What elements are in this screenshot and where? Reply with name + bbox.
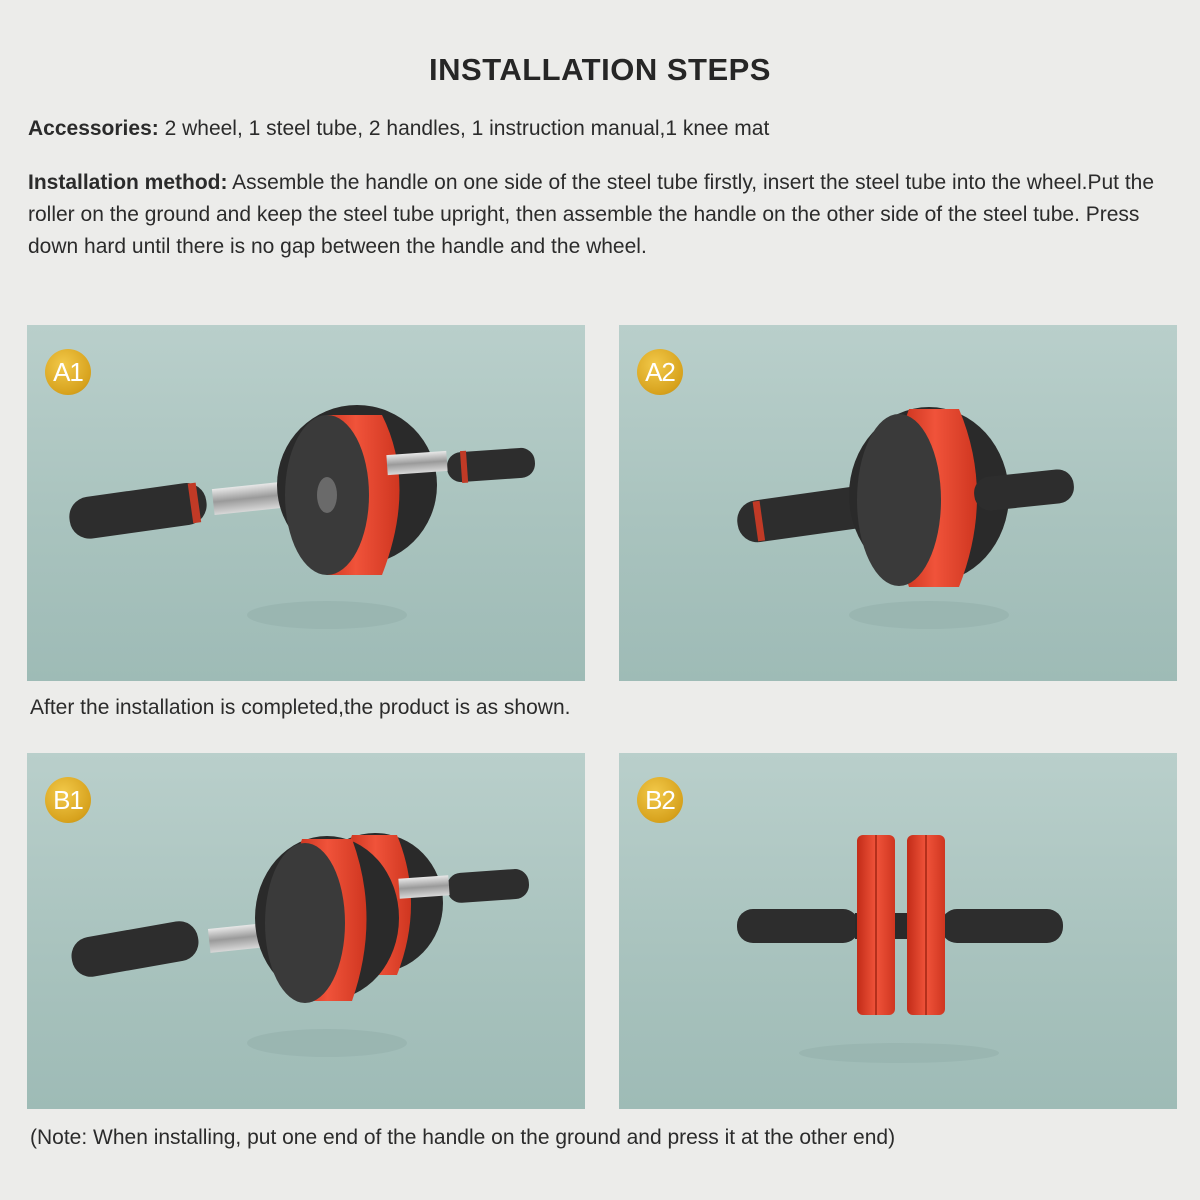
step-badge-b2: B2 [637, 777, 683, 823]
step-badge-a2: A2 [637, 349, 683, 395]
step-badge-a1: A1 [45, 349, 91, 395]
accessories-text: 2 wheel, 1 steel tube, 2 handles, 1 instruction manual,1 knee mat [158, 117, 770, 140]
step-badge-b1: B1 [45, 777, 91, 823]
caption-note: (Note: When installing, put one end of the handle on the ground and press it at the other end) [30, 1126, 896, 1149]
installation-method-paragraph [28, 167, 1188, 263]
accessories-line [28, 113, 769, 145]
single-wheel-parts-icon [27, 325, 585, 681]
page-title: INSTALLATION STEPS [429, 52, 771, 87]
panel-a1 [27, 325, 585, 681]
method-text: Assemble the handle on one side of the steel tube firstly, insert the steel tube into the wheel.Put the roller on the ground and keep the steel tube upright, then assemble the handle on the other side of the steel tube. Press down hard until there is no gap between the handle and the wheel. [28, 171, 1155, 258]
single-wheel-assembled-icon [619, 325, 1177, 681]
caption-completed: After the installation is completed,the product is as shown. [30, 696, 571, 719]
panel-a2 [619, 325, 1177, 681]
panel-b2 [619, 753, 1177, 1109]
panel-b1 [27, 753, 585, 1109]
double-wheel-parts-icon [27, 753, 585, 1109]
accessories-label: Accessories: [28, 117, 159, 140]
double-wheel-assembled-icon [619, 753, 1177, 1109]
method-label: Installation method: [28, 171, 228, 194]
